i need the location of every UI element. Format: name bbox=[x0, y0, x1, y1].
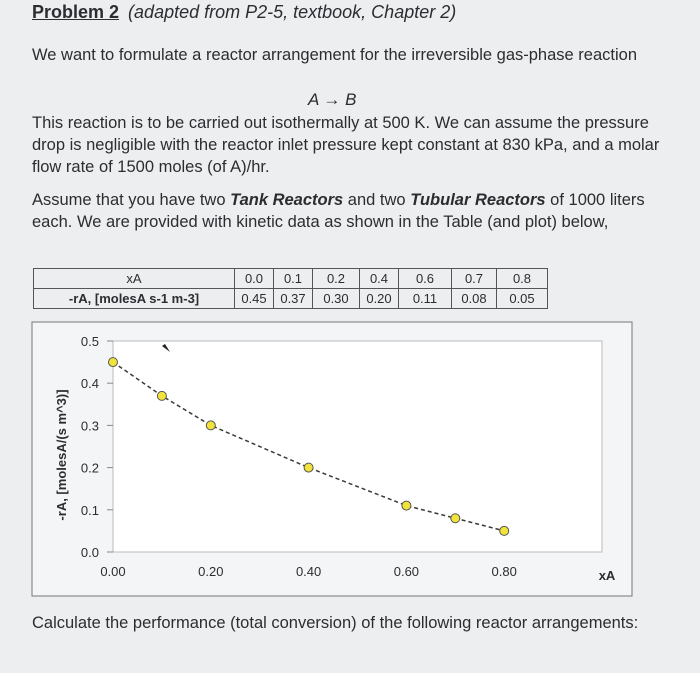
row-label-ra: -rA, [molesA s-1 m-3] bbox=[34, 289, 235, 309]
intro-text: We want to formulate a reactor arrangement for the irreversible gas-phase reaction bbox=[32, 46, 637, 64]
table-cell: 0.45 bbox=[235, 289, 274, 309]
reactors-mid: and two bbox=[343, 191, 411, 209]
y-tick-label: 0.5 bbox=[80, 334, 99, 349]
data-point bbox=[157, 391, 166, 400]
table-cell: 0.08 bbox=[452, 289, 497, 309]
x-tick-label: 0.40 bbox=[295, 564, 322, 579]
table-cell: 0.8 bbox=[497, 269, 548, 289]
conditions-text: This reaction is to be carried out isothermally at 500 K. We can assume the pressure drop is negligible with the reactor inlet pressure kept constant at 830 kPa, and a molar flow rate of 1500 moles (of A)/hr. bbox=[32, 114, 660, 176]
data-point bbox=[206, 421, 215, 430]
x-tick-label: 0.60 bbox=[393, 564, 420, 579]
y-tick-label: 0.3 bbox=[80, 418, 99, 434]
reaction-equation: A → B bbox=[308, 90, 357, 109]
table-cell: 0.05 bbox=[497, 289, 548, 309]
problem-subtitle: (adapted from P2-5, textbook, Chapter 2) bbox=[128, 2, 457, 22]
plot-area bbox=[113, 341, 602, 552]
chart-gridlines bbox=[113, 341, 602, 552]
x-tick-label: 0.80 bbox=[491, 564, 517, 579]
x-axis-label: xA bbox=[598, 568, 616, 583]
y-tick-label: 0.2 bbox=[80, 460, 99, 476]
row-label-xa: xA bbox=[34, 269, 235, 289]
table-cell: 0.11 bbox=[399, 289, 452, 309]
table-cell: 0.37 bbox=[274, 289, 313, 309]
reactors-post: of 1000 liters each. We are provided with kinetic data as shown in the Table (and plot) below, bbox=[32, 191, 645, 231]
question-text: Calculate the performance (total conversion) of the following reactor arrangements: bbox=[32, 614, 639, 632]
tank-reactors-term: Tank Reactors bbox=[230, 191, 344, 209]
y-axis-label: -rA, [molesA/(s m^3)] bbox=[54, 389, 69, 521]
reactors-pre: Assume that you have two bbox=[32, 191, 231, 209]
x-tick-label: 0.00 bbox=[100, 564, 126, 579]
tubular-reactors-term: Tubular Reactors bbox=[410, 191, 546, 209]
table-cell: 0.0 bbox=[235, 269, 274, 289]
table-cell: 0.20 bbox=[360, 289, 399, 309]
table-cell: 0.4 bbox=[360, 269, 399, 289]
table-cell: 0.1 bbox=[274, 269, 313, 289]
x-tick-label: 0.20 bbox=[198, 564, 224, 579]
data-point bbox=[304, 463, 313, 472]
y-tick-label: 0.4 bbox=[80, 376, 99, 392]
y-tick-label: 0.0 bbox=[80, 545, 99, 560]
problem-label: Problem 2 bbox=[32, 2, 120, 22]
data-point bbox=[451, 514, 460, 523]
table-cell: 0.7 bbox=[452, 269, 497, 289]
table-cell: 0.2 bbox=[313, 269, 360, 289]
y-tick-label: 0.1 bbox=[80, 502, 99, 518]
data-point bbox=[500, 526, 509, 535]
table-cell: 0.6 bbox=[399, 269, 452, 289]
data-point bbox=[402, 501, 411, 510]
data-point bbox=[109, 358, 118, 367]
table-cell: 0.30 bbox=[313, 289, 360, 309]
